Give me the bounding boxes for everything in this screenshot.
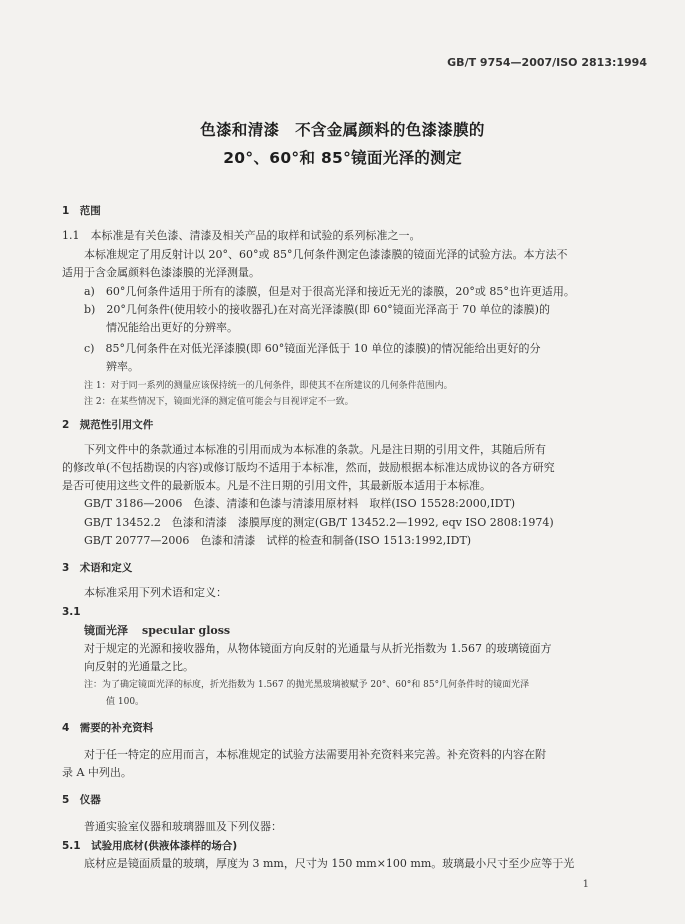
paragraph: 本标准采用下列术语和定义： [84,586,227,599]
paragraph: 录 A 中列出。 [62,766,132,779]
paragraph: 是否可使用这些文件的最新版本。凡是不注日期的引用文件，其最新版本适用于本标准。 [62,479,491,492]
reference-3: GB/T 20777—2006 色漆和清漆 试样的检查和制备(ISO 1513:1992,IDT) [84,534,472,547]
section-1-1: 1.1 本标准是有关色漆、清漆及相关产品的取样和试验的系列标准之一。 [62,229,421,242]
paragraph: 适用于含金属颜料色漆漆膜的光泽测量。 [62,266,260,279]
section-1-heading: 1 范围 [62,205,101,217]
title-line-1: 色漆和清漆 不含金属颜料的色漆漆膜的 [200,121,485,139]
definition: 对于规定的光源和接收器角，从物体镜面方向反射的光通量与从折光指数为 1.567 的玻璃镜面方 [84,642,552,655]
term-english: specular gloss [142,624,231,637]
section-5-heading: 5 仪器 [62,794,101,806]
paragraph: 本标准规定了用反射计以 20°、60°或 85°几何条件测定色漆漆膜的镜面光泽的试验方法。本方法不 [84,248,568,261]
reference-2: GB/T 13452.2 色漆和清漆 漆膜厚度的测定(GB/T 13452.2—1992, eqv ISO 2808:1974) [84,516,554,529]
standard-number: GB/T 9754—2007/ISO 2813:1994 [447,56,647,69]
note: 注：为了确定镜面光泽的标度，折光指数为 1.567 的抛光黑玻璃被赋予 20°、60°和 85°几何条件时的镜面光泽 [84,680,530,690]
note-2: 注 2：在某些情况下，镜面光泽的测定值可能会与目视评定不一致。 [84,397,354,407]
definition-cont: 向反射的光通量之比。 [84,660,194,673]
list-item-c-cont: 辨率。 [106,360,139,373]
paragraph: 对于任一特定的应用而言，本标准规定的试验方法需要用补充资料来完善。补充资料的内容在附 [84,748,546,761]
section-5-1: 5.1 试验用底材(供液体漆样的场合) [62,840,238,852]
note-1: 注 1：对于同一系列的测量应该保持统一的几何条件，即使其不在所建议的几何条件范围内。 [84,381,453,391]
list-item-c: c) 85°几何条件在对低光泽漆膜(即 60°镜面光泽低于 10 单位的漆膜)的情况能给出更好的分 [84,342,541,355]
list-item-b-cont: 情况能给出更好的分辨率。 [106,321,238,334]
section-2-heading: 2 规范性引用文件 [62,419,154,431]
page-number: 1 [582,879,589,890]
paragraph: 普通实验室仪器和玻璃器皿及下列仪器： [84,820,282,833]
paragraph: 下列文件中的条款通过本标准的引用而成为本标准的条款。凡是注日期的引用文件，其随后所有 [84,443,546,456]
note-cont: 值 100。 [106,697,145,707]
reference-1: GB/T 3186—2006 色漆、清漆和色漆与清漆用原材料 取样(ISO 15528:2000,IDT) [84,497,516,510]
title-line-2: 20°、60°和 85°镜面光泽的测定 [223,149,462,167]
section-3-1: 3.1 [62,606,81,618]
term-chinese: 镜面光泽 [84,624,128,637]
paragraph: 的修改单(不包括勘误的内容)或修订版均不适用于本标准，然而，鼓励根据本标准达成协议的各方研究 [62,461,555,474]
section-4-heading: 4 需要的补充资料 [62,722,154,734]
section-3-heading: 3 术语和定义 [62,562,133,574]
term-line [84,624,230,638]
paragraph: 底材应是镜面质量的玻璃，厚度为 3 mm，尺寸为 150 mm×100 mm。玻璃最小尺寸至少应等于光 [84,857,575,870]
list-item-a: a) 60°几何条件适用于所有的漆膜，但是对于很高光泽和接近无光的漆膜，20°或 85°也许更适用。 [84,285,575,298]
list-item-b: b) 20°几何条件(使用较小的接收器孔)在对高光泽漆膜(即 60°镜面光泽高于 70 单位的漆膜)的 [84,303,550,316]
